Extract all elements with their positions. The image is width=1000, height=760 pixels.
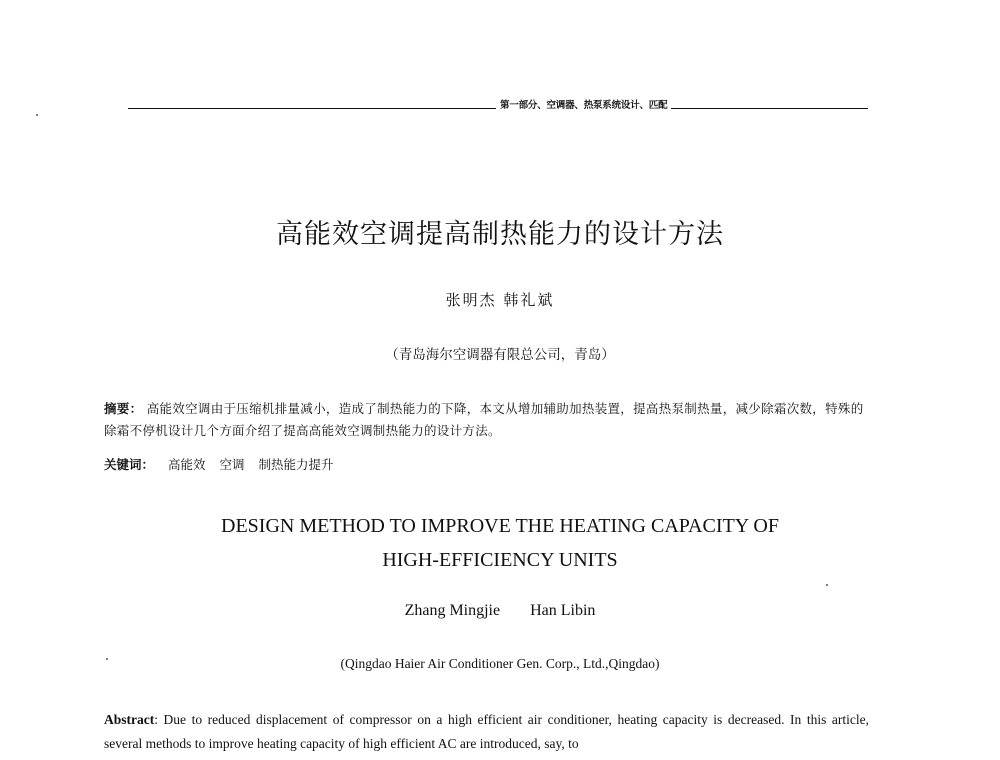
keyword: 空调 xyxy=(219,457,245,472)
running-header xyxy=(128,97,868,113)
scan-speck xyxy=(826,584,828,586)
running-title: 第一部分、空调器、热泵系统设计、匹配 xyxy=(496,97,671,111)
chinese-abstract xyxy=(104,398,870,442)
english-abstract-label: Abstract xyxy=(104,712,155,727)
english-title-line-1: DESIGN METHOD TO IMPROVE THE HEATING CAPACITY OF xyxy=(221,515,779,537)
chinese-keywords-label: 关键词： xyxy=(104,457,155,472)
english-abstract xyxy=(104,708,869,756)
chinese-title: 高能效空调提高制热能力的设计方法 xyxy=(276,219,724,250)
english-author-2: Han Libin xyxy=(530,602,596,619)
english-affiliation: (Qingdao Haier Air Conditioner Gen. Corp., Ltd.,Qingdao) xyxy=(340,656,660,671)
english-abstract-text: : Due to reduced displacement of compressor on a high efficient air conditioner, heating capacity is decreased. In this article, several methods to improve heating capacity of high efficient AC are introduced, say, to xyxy=(104,712,869,751)
chinese-abstract-label: 摘要： xyxy=(104,401,143,416)
chinese-affiliation: （青岛海尔空调器有限总公司，青岛） xyxy=(385,347,615,363)
english-title xyxy=(0,509,1000,577)
keyword: 高能效 xyxy=(168,457,206,472)
chinese-abstract-text: 高能效空调由于压缩机排量减小，造成了制热能力的下降，本文从增加辅助加热装置，提高热泵制热量，减少除霜次数，特殊的除霜不停机设计几个方面介绍了提高高能效空调制热能力的设计方法。 xyxy=(104,401,864,438)
chinese-authors: 张明杰 韩礼斌 xyxy=(445,291,555,309)
keyword: 制热能力提升 xyxy=(258,457,334,472)
english-authors xyxy=(0,602,1000,620)
chinese-keywords xyxy=(104,454,334,476)
english-author-1: Zhang Mingjie xyxy=(404,602,501,619)
scan-speck xyxy=(36,114,38,116)
english-title-line-2: HIGH-EFFICIENCY UNITS xyxy=(382,549,618,571)
